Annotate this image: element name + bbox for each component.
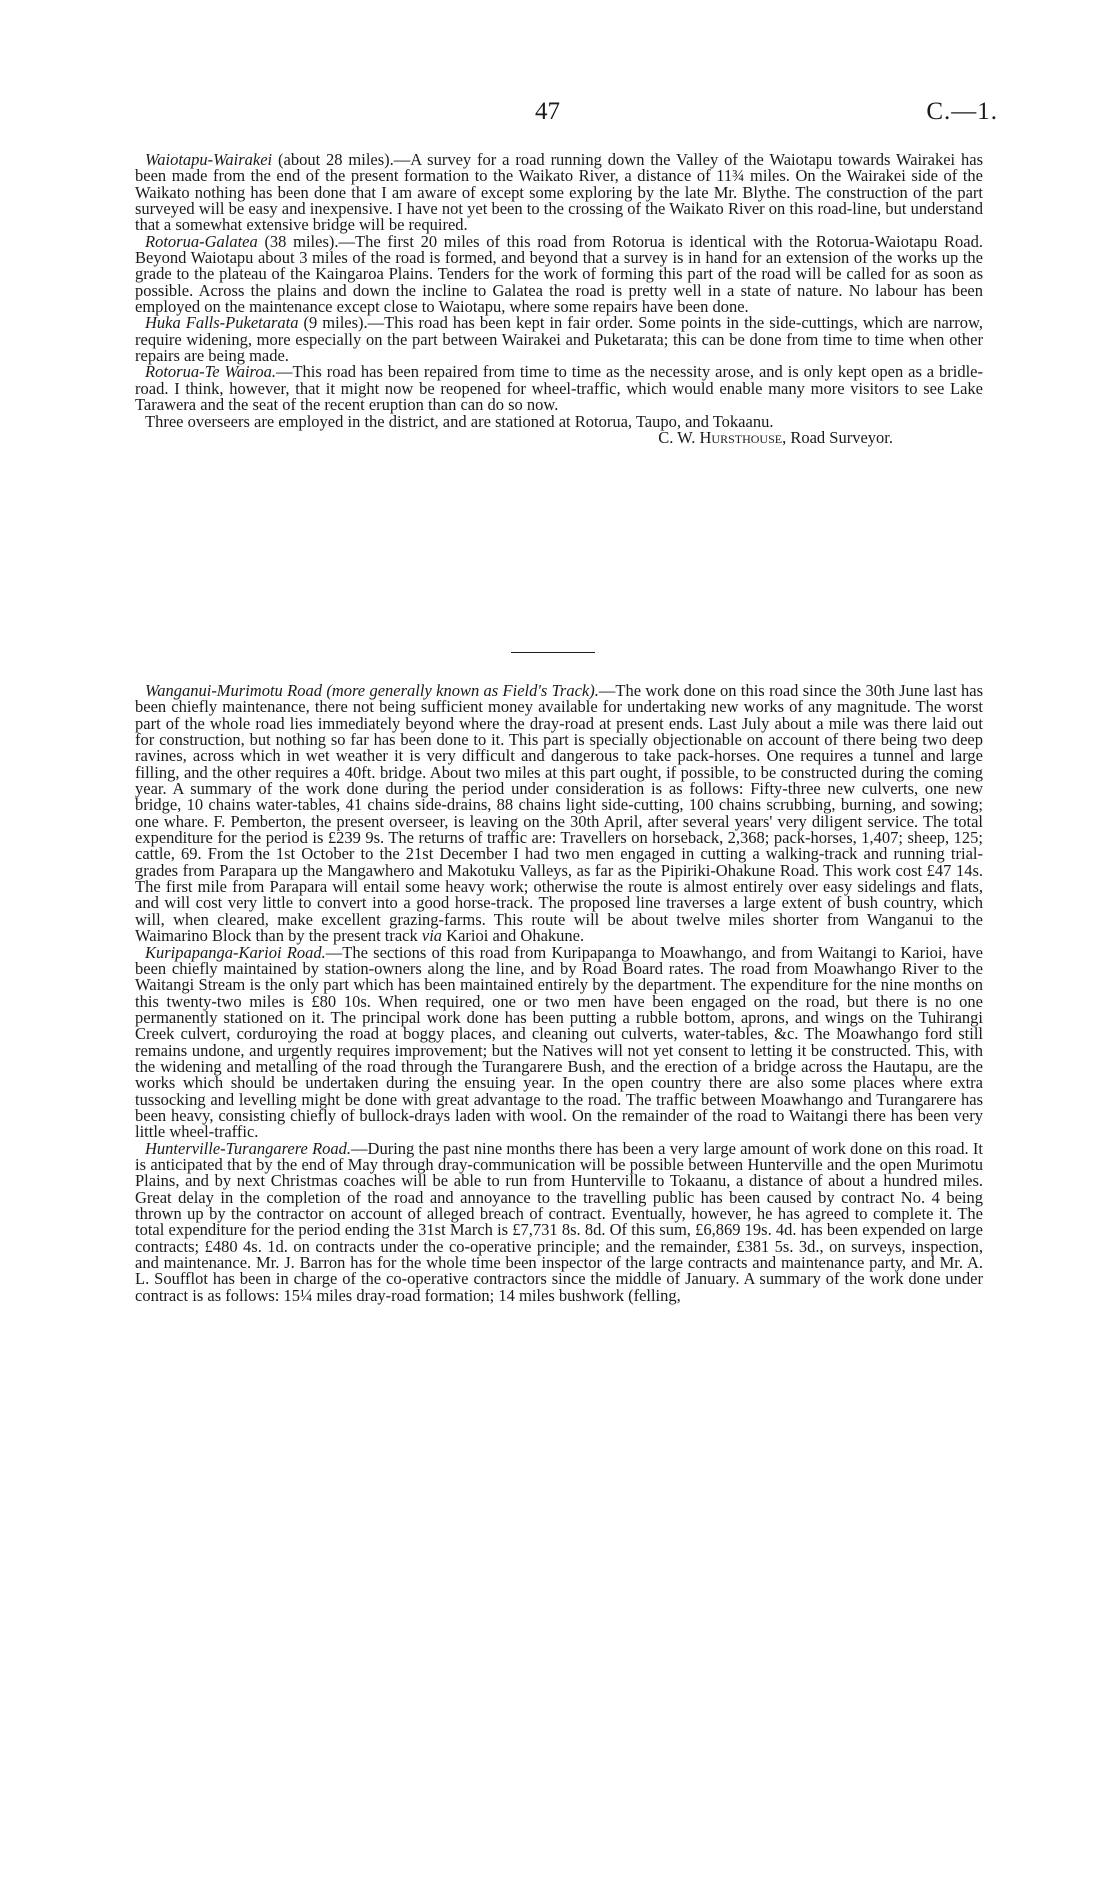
paragraph-body: —The work done on this road since the 30th June last has been chiefly maintenance, there not being sufficient money available for undertaking new works of any magnitude. The worst part of the whole road lies immediately beyond where the dray-road at present ends. Last July about a mile was there laid out for construction, but nothing so far has been done to it. This part is specially objectionable on account of there being two deep ravines, across which in wet weather it is very difficult and dangerous to take pack-horses. One requires a tunnel and large filling, and the other requires a 40ft. bridge. About two miles at this part ought, if possible, to be constructed during the coming year. A summary of the work done during the period under consideration is as follows: Fifty-three new culverts, one new bridge, 10 chains water-tables, 41 chains side-drains, 88 chains light side-cutting, 100 chains scrubbing, burning, and sowing; one whare. F. Pemberton, the present overseer, is leaving on the 30th April, after several years' very diligent service. The total expenditure for the period is £239 9s. The returns of traffic are: Travellers on horseback, 2,368; pack-horses, 1,407; sheep, 125; cattle, 69. From the 1st October to the 21st December I had two men engaged in cutting a walking-track and running trial-grades from Parapara up the Mangawhero and Makotuku Valleys, as far as the Pipiriki-Ohakune Road. This work cost £47 14s. The first mile from Parapara will entail some heavy work; otherwise the route is almost entirely over easy sidelings and flats, and will cost very little to convert into a good horse-track. The proposed line traverses a large extent of bush country, which will, when cleared, make excellent grazing-farms. This route will be about twelve miles shorter from Wanganui to the Waimarino Block than by the present track [135, 681, 983, 946]
paragraph-kuripapanga-karioi [135, 942, 983, 1142]
document-code: C.—1. [926, 98, 998, 125]
paragraph-body: Three overseers are employed in the district, and are stationed at Rotorua, Taupo, and Tokaanu. [145, 411, 774, 431]
paragraph-body: (9 miles).—This road has been kept in fair order. Some points in the side-cuttings, which are narrow, require widening, more especially on the part between Wairakei and Puketarata; this can be done from time to time when other repairs are being made. [135, 313, 984, 366]
paragraph-title: Kuripapanga-Karioi Road. [145, 942, 326, 962]
paragraph-body: —During the past nine months there has been a very large amount of work done on this road. It is anticipated that by the end of May through dray-communication will be possible between Hunterville and the open Murimotu Plains, and by next Christmas coaches will be able to run from Hunterville to Tokaanu, a distance of about a hundred miles. Great delay in the completion of the road and annoyance to the travelling public has been caused by contract No. 4 being thrown up by the contractor on account of alleged breach of contract. Eventually, however, he has agreed to complete it. The total expenditure for the period ending the 31st March is £7,731 8s. 8d. Of this sum, £6,869 19s. 4d. has been expended on large contracts; £480 4s. 1d. on contracts under the co-operative principle; and the remainder, £381 5s. 3d., on surveys, inspection, and maintenance. Mr. J. Barron has for the whole time been inspector of the large contracts and maintenance party, and Mr. A. L. Soufflot has been in charge of the co-operative contractors since the middle of January. A summary of the work done under contract is as follows: 15¼ miles dray-road formation; 14 miles bushwork (felling, [135, 1138, 983, 1305]
paragraph-italic-via: via [421, 926, 443, 946]
paragraph-title: Rotorua-Te Wairoa. [145, 362, 276, 382]
section-rotorua-district [135, 152, 983, 446]
paragraph-hunterville-turangarere [135, 1138, 983, 1305]
signature-role: , Road Surveyor. [782, 427, 893, 447]
paragraph-body: —This road has been repaired from time to time as the necessity arose, and is only kept open as a bridle-road. I think, however, that it might now be reopened for wheel-traffic, which would enable many more visitors to see Lake Tarawera and the seat of the recent eruption than can do so now. [135, 362, 983, 415]
paragraph-title: Rotorua-Galatea [145, 231, 258, 251]
paragraph-title: Wanganui-Murimotu Road (more generally known as Field's Track). [145, 681, 599, 700]
paragraph-body: —The sections of this road from Kuripapanga to Moawhango, and from Waitangi to Karioi, have been chiefly maintained by station-owners along the line, and by Road Board rates. The road from Moawhango River to the Waitangi Stream is the only part which has been maintained entirely by the department. The expenditure for the nine months on this twenty-two miles is £80 10s. When required, one or two men have been engaged on the road, but there is no one permanently stationed on it. The principal work done has been putting a rubble bottom, aprons, and wings on the Tuhirangi Creek culvert, corduroying the road at boggy places, and cleaning out culverts, water-tables, &c. The Moawhango ford still remains undone, and urgently requires improvement; but the Natives will not yet consent to letting it be constructed. This, with the widening and metalling of the road through the Turangarere Bush, and the erection of a bridge across the Hautapu, are the works which should be undertaken during the ensuing year. In the open country there are also some places where extra tussocking and levelling might be done with great advantage to the road. The traffic between Moawhango and Turangarere has been heavy, consisting chiefly of bullock-drays laden with wool. On the remainder of the road to Waitangi there has been very little wheel-traffic. [135, 942, 983, 1142]
paragraph-wanganui-murimotu [135, 683, 983, 945]
paragraph-rotorua-te-wairoa [135, 364, 983, 413]
paragraph-title: Hunterville-Turangarere Road. [145, 1138, 352, 1158]
paragraph-body: (38 miles).—The first 20 miles of this road from Rotorua is identical with the Rotorua-Waiotapu Road. Beyond Waiotapu about 3 miles of the road is formed, and beyond that a survey is in hand for an extension of the works up the grade to the plateau of the Kaingaroa Plains. Tenders for the work of forming this part of the road will be called for as soon as possible. Across the plains and down the incline to Galatea the road is pretty well in a state of nature. No labour has been employed on the maintenance except close to Waiotapu, where some repairs have been done. [135, 231, 983, 317]
signature [135, 427, 983, 447]
paragraph-waiotapu-wairakei [135, 152, 983, 234]
section-divider [511, 652, 595, 653]
paragraph-title: Huka Falls-Puketarata [145, 313, 299, 333]
paragraph-body: (about 28 miles).—A survey for a road running down the Valley of the Waiotapu towards Wairakei has been made from the end of the present formation to the Waikato River, a distance of 11¾ miles. On the Wairakei side of the Waikato nothing has been done that I am aware of except some exploring by the late Mr. Blythe. The construction of the part surveyed will be easy and inexpensive. I have not yet been to the crossing of the Waikato River on this road-line, but understand that a somewhat extensive bridge will be required. [135, 150, 983, 235]
page-number: 47 [535, 98, 560, 125]
signature-name: C. W. Hursthouse [658, 427, 783, 447]
section-wanganui-district [135, 683, 983, 1304]
paragraph-body-end: Karioi and Ohakune. [442, 926, 585, 946]
paragraph-rotorua-galatea [135, 231, 983, 317]
paragraph-title: Waiotapu-Wairakei [145, 150, 273, 169]
paragraph-huka-falls [135, 315, 983, 364]
